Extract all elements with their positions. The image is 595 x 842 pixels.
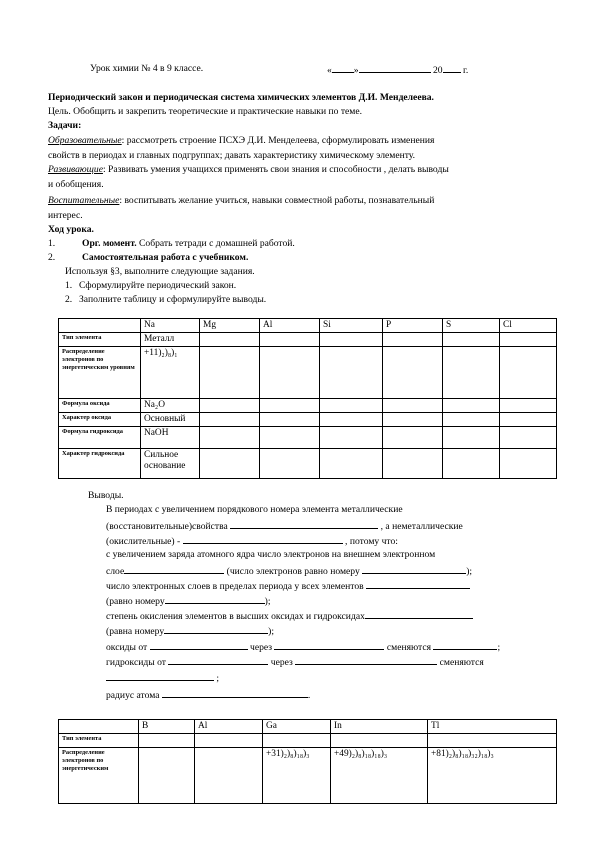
table-row: [59, 449, 557, 479]
table-cell: +49)₂)₈)₁₈)₁₈)₃: [331, 748, 428, 804]
table-cell: [383, 449, 443, 479]
step-2-number: 2.: [48, 252, 56, 263]
table-cell: +31)₂)₈)₁₈)₃: [263, 748, 331, 804]
elements-table-group3: [58, 719, 557, 804]
task-developmental-text-1: : Развивать умения учащихся применять свои знания и способности , делать выводы: [102, 164, 449, 175]
subtask-2: [65, 294, 266, 306]
answer-blank: [168, 655, 268, 665]
date-open-quote: «: [327, 65, 332, 76]
conclusion-line-6: [106, 579, 470, 593]
element-header-cell: P: [383, 319, 443, 333]
conclusion-line-9: [106, 624, 274, 638]
conclusion-text: .: [307, 690, 311, 701]
answer-blank: [150, 640, 248, 650]
table-cell: [200, 427, 260, 449]
answer-blank: [295, 655, 437, 665]
row-label: Характер оксида: [59, 413, 141, 427]
table-cell: +11)₂)₈)₁: [141, 347, 200, 399]
table-cell: [500, 347, 557, 399]
table-cell: [443, 333, 500, 347]
table-cell: [383, 413, 443, 427]
row-label: Распределение электронов по энергетическим: [59, 748, 139, 804]
answer-blank: [366, 579, 470, 589]
table-cell: [383, 427, 443, 449]
row-label: Формула оксида: [59, 399, 141, 413]
task-upbringing: [48, 195, 434, 207]
subtask-2-number: 2.: [65, 294, 73, 305]
conclusion-line-12: [106, 671, 219, 685]
conclusion-line-13: [106, 688, 310, 702]
conclusion-text: число электронных слоев в пределах периода у всех элементов: [106, 581, 364, 592]
table-cell: [260, 449, 320, 479]
subtask-1: [65, 280, 236, 292]
table-cell: +81)₂)₈)₁₈)₃₂)₁₈)₃: [428, 748, 557, 804]
conclusion-text: (число электронов равно номеру: [226, 566, 360, 577]
table-corner-cell: [59, 720, 139, 734]
answer-blank: [230, 519, 378, 529]
table-cell: [320, 427, 383, 449]
conclusion-text: (равно номеру: [106, 596, 165, 607]
conclusion-line-1: В периодах с увеличением порядкового номера элемента металлические: [106, 504, 403, 515]
date-year-blank: [443, 63, 461, 73]
conclusion-line-4: с увеличением заряда атомного ядра число электронов на внешнем электронном: [106, 549, 436, 560]
answer-blank: [183, 534, 343, 544]
table-cell: [260, 347, 320, 399]
conclusion-text: через: [270, 657, 293, 668]
conclusion-text: (равна номеру: [106, 626, 165, 637]
table-cell: [443, 413, 500, 427]
answer-blank: [362, 564, 466, 574]
step-2: [48, 252, 248, 264]
table-row: [59, 399, 557, 413]
table-cell: [139, 734, 195, 748]
conclusion-text: сменяются: [386, 642, 432, 653]
subtask-1-text: Сформулируйте периодический закон.: [79, 280, 237, 291]
tasks-heading: Задачи:: [48, 120, 82, 131]
table-cell: [443, 449, 500, 479]
table-cell: [263, 734, 331, 748]
table-header-row: [59, 720, 557, 734]
answer-blank: [124, 564, 224, 574]
conclusion-text: сменяются: [439, 657, 484, 668]
step-2-bold: Самостоятельная работа с учебником.: [82, 252, 249, 263]
conclusion-text: степень окисления элементов в высших оксидах и гидроксидах: [106, 611, 365, 622]
answer-blank: [433, 640, 497, 650]
element-header-cell: Mg: [200, 319, 260, 333]
conclusion-text: (восстановительные)свойства: [106, 521, 228, 532]
table-cell: [200, 399, 260, 413]
table-cell: [500, 427, 557, 449]
conclusion-line-8: [106, 609, 473, 623]
date-year-suffix: г.: [463, 65, 469, 76]
answer-blank: [162, 688, 308, 698]
conclusion-line-10: [106, 640, 500, 654]
course-heading: Ход урока.: [48, 224, 94, 235]
table-row: [59, 734, 557, 748]
task-educational-line2: свойств в периодах и главных подгруппах; давать характеристику химическому элементу.: [48, 150, 416, 161]
task-developmental-label: Развивающие: [48, 164, 103, 175]
element-header-cell: Ga: [263, 720, 331, 734]
task-upbringing-text-1: : воспитывать желание учиться, навыки совместной работы, познавательный: [119, 195, 435, 206]
table-row: [59, 427, 557, 449]
row-label: Характер гидроксида: [59, 449, 141, 479]
subtask-1-number: 1.: [65, 280, 73, 291]
conclusion-line-7: [106, 594, 271, 608]
answer-blank: [365, 609, 473, 619]
conclusion-text: );: [466, 566, 473, 577]
conclusion-line-2: [106, 519, 463, 533]
conclusion-text: );: [264, 596, 271, 607]
table-cell: Металл: [141, 333, 200, 347]
element-header-cell: Tl: [428, 720, 557, 734]
answer-blank: [106, 671, 214, 681]
element-header-cell: S: [443, 319, 500, 333]
conclusion-text: ;: [216, 673, 220, 684]
table-cell: [443, 427, 500, 449]
table-cell: Основный: [141, 413, 200, 427]
task-upbringing-line2: интерес.: [48, 210, 83, 221]
task-educational: [48, 135, 434, 147]
date-close-quote: »: [353, 65, 359, 76]
table-cell: [500, 449, 557, 479]
step-1: [48, 238, 295, 250]
conclusion-line-5: [106, 564, 472, 578]
conclusion-line-11: [106, 655, 484, 669]
document-title: Периодический закон и периодическая система химических элементов Д.И. Менделеева.: [48, 92, 434, 103]
table-row: [59, 347, 557, 399]
element-header-cell: B: [139, 720, 195, 734]
table-cell: [500, 413, 557, 427]
table-cell: [200, 449, 260, 479]
table-cell: [428, 734, 557, 748]
table-cell: [443, 347, 500, 399]
task-upbringing-label: Воспитательные: [48, 195, 120, 206]
table-cell: [320, 347, 383, 399]
conclusion-text: , потому что:: [345, 536, 398, 547]
table-cell: [443, 399, 500, 413]
table-cell: [195, 734, 263, 748]
conclusion-text: , а неметаллические: [380, 521, 463, 532]
row-label: Тип элемента: [59, 734, 139, 748]
lesson-header: Урок химии № 4 в 9 классе.: [90, 63, 204, 74]
row-label: Тип элемента: [59, 333, 141, 347]
element-header-cell: Al: [260, 319, 320, 333]
table-cell: Сильное основание: [141, 449, 200, 479]
table-cell: [320, 333, 383, 347]
table-cell: [260, 427, 320, 449]
table-cell: [200, 413, 260, 427]
task-developmental: [48, 164, 449, 176]
table-cell: Na₂O: [141, 399, 200, 413]
conclusion-text: радиус атома: [106, 690, 160, 701]
step-1-number: 1.: [48, 238, 56, 249]
element-header-cell: In: [331, 720, 428, 734]
date-month-blank: [359, 63, 431, 73]
conclusion-text: через: [250, 642, 273, 653]
table-cell: [139, 748, 195, 804]
task-educational-label: Образовательные: [48, 135, 122, 146]
instruction-text: Используя §3, выполните следующие задания.: [65, 266, 255, 277]
answer-blank: [165, 594, 265, 604]
conclusion-text: оксиды от: [106, 642, 148, 653]
table-header-row: [59, 319, 557, 333]
table-cell: [383, 333, 443, 347]
conclusion-text: );: [268, 626, 274, 637]
table-cell: [260, 413, 320, 427]
table-cell: NaOH: [141, 427, 200, 449]
step-1-text: Собрать тетради с домашней работой.: [136, 238, 295, 249]
table-cell: [383, 347, 443, 399]
row-label: Формула гидроксида: [59, 427, 141, 449]
answer-blank: [164, 624, 268, 634]
date-year: 20: [433, 65, 443, 76]
table-cell: [500, 333, 557, 347]
conclusions-heading: Выводы.: [88, 490, 124, 501]
table-cell: [320, 399, 383, 413]
table-cell: [195, 748, 263, 804]
conclusion-text: (окислительные) -: [106, 536, 181, 547]
table-corner-cell: [59, 319, 141, 333]
table-cell: [200, 347, 260, 399]
table-row: [59, 333, 557, 347]
table-cell: [260, 399, 320, 413]
elements-table-period3: [58, 318, 557, 479]
row-label: Распределение электронов по энергетическим уровням: [59, 347, 141, 399]
element-header-cell: Cl: [500, 319, 557, 333]
table-cell: [320, 413, 383, 427]
step-1-bold: Орг. момент.: [82, 238, 137, 249]
element-header-cell: Na: [141, 319, 200, 333]
table-cell: [500, 399, 557, 413]
subtask-2-text: Заполните таблицу и сформулируйте выводы.: [79, 294, 267, 305]
table-cell: [383, 399, 443, 413]
table-cell: [320, 449, 383, 479]
date-field: [327, 63, 468, 77]
answer-blank: [274, 640, 384, 650]
conclusion-line-3: [106, 534, 398, 548]
goal-text: Цель. Обобщить и закрепить теоретические и практические навыки по теме.: [48, 106, 362, 117]
conclusion-text: ;: [497, 642, 501, 653]
conclusion-text: гидроксиды от: [106, 657, 166, 668]
table-cell: [200, 333, 260, 347]
element-header-cell: Al: [195, 720, 263, 734]
task-educational-text-1: : рассмотреть строение ПСХЭ Д.И. Менделеева, сформулировать изменения: [121, 135, 435, 146]
table-cell: [260, 333, 320, 347]
date-day-blank: [332, 63, 354, 73]
conclusion-text: слое: [106, 566, 125, 577]
table-row: [59, 748, 557, 804]
table-row: [59, 413, 557, 427]
table-cell: [331, 734, 428, 748]
task-developmental-line2: и обобщения.: [48, 179, 104, 190]
element-header-cell: Si: [320, 319, 383, 333]
